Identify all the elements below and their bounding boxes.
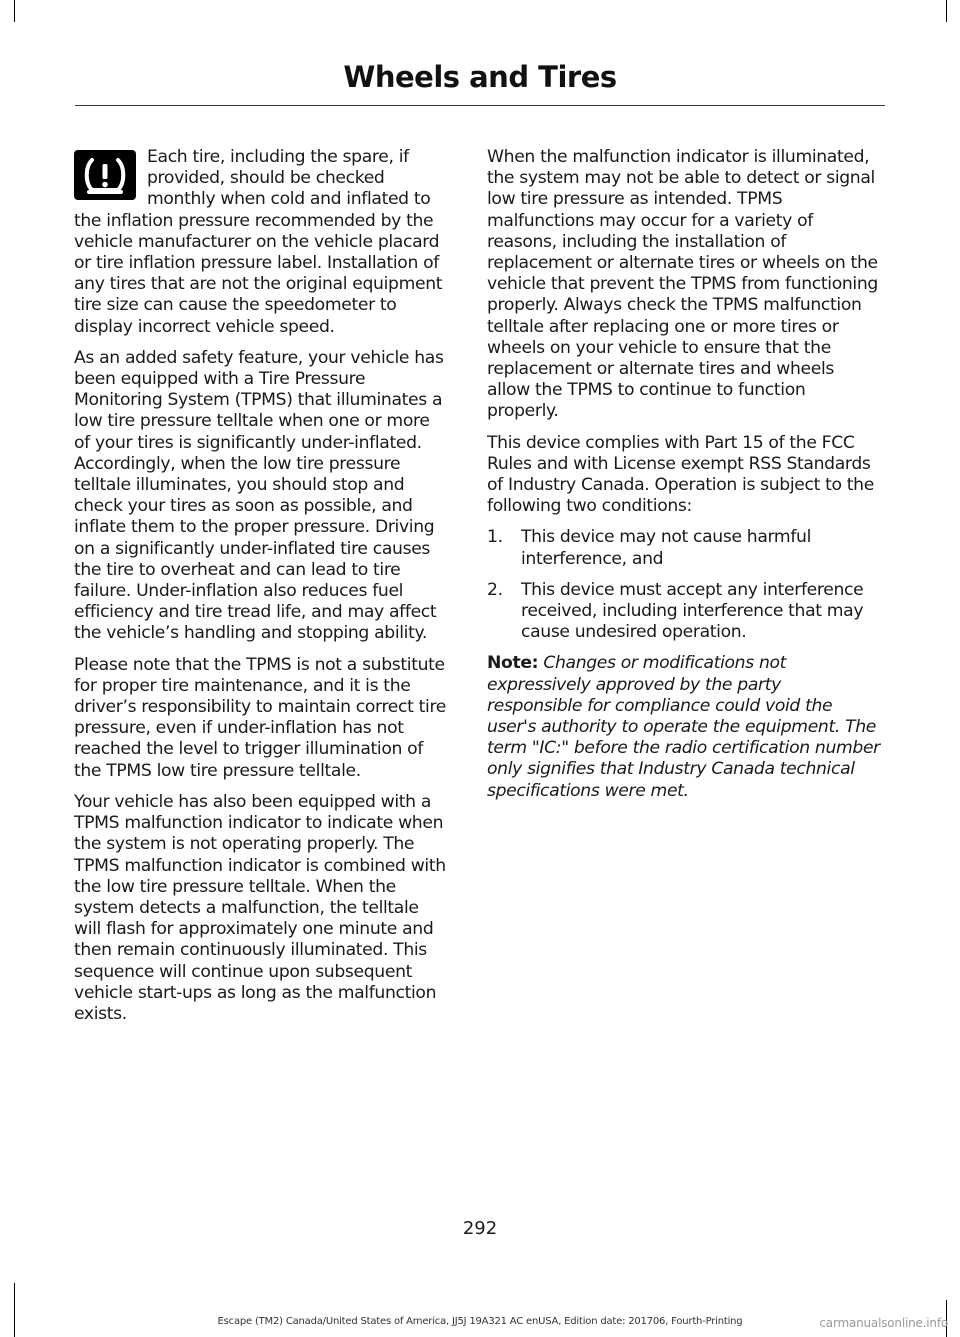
tire-pressure-warning-icon xyxy=(74,150,136,200)
header-rule xyxy=(75,105,885,106)
list-item xyxy=(487,580,880,644)
crop-mark xyxy=(14,1283,15,1337)
right-column xyxy=(487,147,880,812)
page-title: Wheels and Tires xyxy=(343,60,617,94)
note-label: Note: xyxy=(487,653,539,674)
watermark: carmanualsonline.info xyxy=(819,1316,948,1330)
crop-mark xyxy=(946,0,947,22)
list-item-text: This device must accept any interference received, including interference that may cause undesired operation. xyxy=(521,579,864,643)
tpms-safety-paragraph: As an added safety feature, your vehicle has been equipped with a Tire Pressure Monitoring System (TPMS) that illuminates a low tire pressure telltale when one or more of your tires is significantly under-inflated. Accordingly, when the low tire pressure telltale illuminates, you should stop and check your tires as soon as possible, and inflate them to the proper pressure. Driving on a significantly under-inflated tire causes the tire to overheat and can lead to tire failure. Under-inflation also reduces fuel efficiency and tire tread life, and may affect the vehicle’s handling and stopping ability. xyxy=(74,347,444,644)
left-column xyxy=(74,147,448,1035)
crop-mark xyxy=(14,0,15,22)
note-text: Changes or modifications not expressively approved by the party responsible for compliance could void the user's authority to operate the equipment. The term "IC:" before the radio certification number only signifies that Industry Canada technical specifications were met. xyxy=(487,653,880,801)
tpms-maintenance-paragraph: Please note that the TPMS is not a substitute for proper tire maintenance, and it is the driver’s responsibility to maintain correct tire pressure, even if under-inflation has not reached the level to trigger illumination of the TPMS low tire pressure telltale. xyxy=(74,654,447,781)
fcc-compliance-paragraph: This device complies with Part 15 of the FCC Rules and with License exempt RSS Standards of Industry Canada. Operation is subject to the following two conditions: xyxy=(487,432,874,517)
list-item-text: This device may not cause harmful interference, and xyxy=(521,527,811,569)
footer-text: Escape (TM2) Canada/United States of America, JJ5J 19A321 AC enUSA, Edition date: 201706, Fourth-Printing xyxy=(217,1316,743,1327)
list-item xyxy=(487,527,880,569)
tire-check-paragraph: Each tire, including the spare, if provided, should be checked monthly when cold and inflated to the inflation pressure recommended by the vehicle manufacturer on the vehicle placard or tire inflation pressure label. Installation of any tires that are not the original equipment tire size can cause the speedometer to display incorrect vehicle speed. xyxy=(74,147,443,337)
note-paragraph xyxy=(487,653,880,801)
page-number: 292 xyxy=(462,1218,498,1239)
conditions-list xyxy=(487,527,880,643)
list-item-number: 1. xyxy=(487,527,503,548)
malfunction-effects-paragraph: When the malfunction indicator is illuminated, the system may not be able to detect or signal low tire pressure as intended. TPMS malfunctions may occur for a variety of reasons, including the installation of replacement or alternate tires or wheels on the vehicle that prevent the TPMS from functioning properly. Always check the TPMS malfunction telltale after replacing one or more tires or wheels on your vehicle to ensure that the replacement or alternate tires and wheels allow the TPMS to continue to function properly. xyxy=(487,147,878,422)
list-item-number: 2. xyxy=(487,579,503,600)
tpms-malfunction-indicator-paragraph: Your vehicle has also been equipped with a TPMS malfunction indicator to indicate when the system is not operating properly. The TPMS malfunction indicator is combined with the low tire pressure telltale. When the system detects a malfunction, the telltale will flash for approximately one minute and then remain continuously illuminated. This sequence will continue upon subsequent vehicle start-ups as long as the malfunction exists. xyxy=(74,791,446,1024)
